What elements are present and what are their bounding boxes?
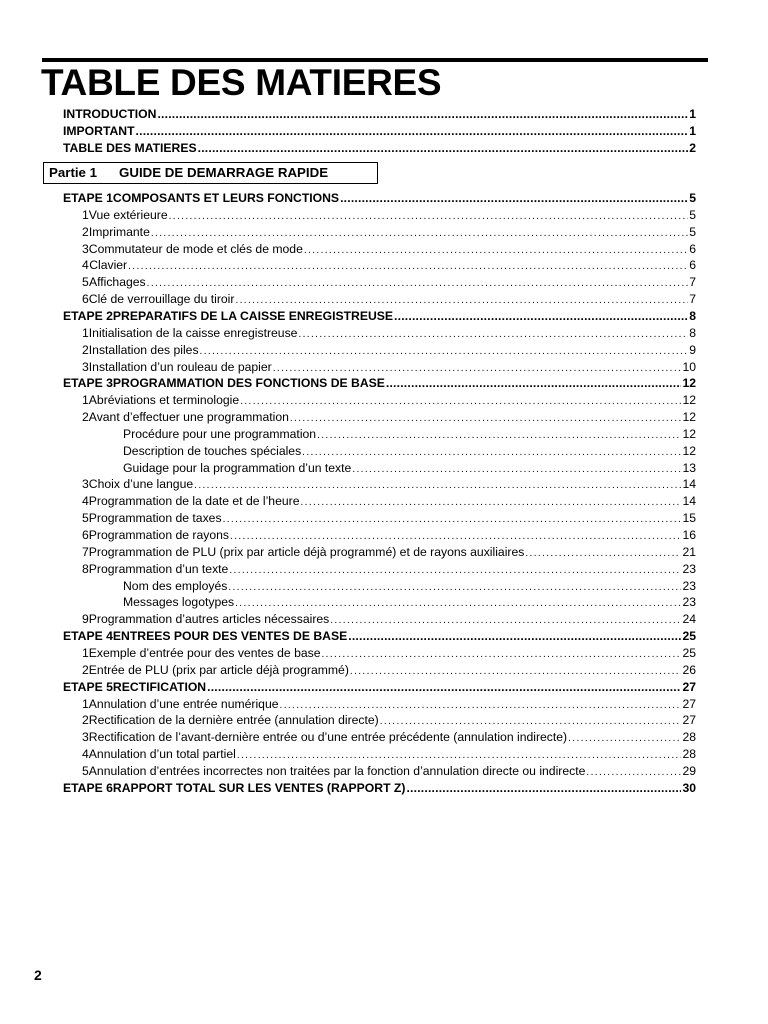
- dot-leader: [322, 645, 682, 663]
- toc-entry-title: Programmation de la date et de l’heure: [88, 494, 300, 508]
- toc-entry-title: Annulation d’un total partiel: [88, 747, 236, 761]
- partie-title: GUIDE DE DEMARRAGE RAPIDE: [119, 165, 329, 180]
- dot-leader: [298, 325, 688, 343]
- toc-entry-number: 2: [82, 663, 89, 677]
- toc-entry-title: Programmation d’autres articles nécessaires: [88, 612, 330, 626]
- toc-entry-page: 27: [682, 680, 696, 694]
- toc-entry-title: Avant d’effectuer une programmation: [88, 410, 289, 424]
- dot-leader: [317, 426, 681, 444]
- toc-entry-title: Rectification de la dernière entrée (annulation directe): [88, 713, 379, 727]
- toc-entry-number: 6: [82, 528, 89, 542]
- toc-entry-page: 23: [682, 579, 696, 593]
- toc-item-row: [82, 510, 696, 527]
- dot-leader: [406, 780, 681, 797]
- toc-entry-title: Vue extérieure: [88, 208, 168, 222]
- toc-entry-number: 3: [82, 730, 89, 744]
- toc-entry-number: 5: [82, 511, 89, 525]
- toc-entry-page: 26: [682, 663, 696, 677]
- toc-entry-title: Annulation d’entrées incorrectes non traitées par la fonction d’annulation directe ou indirecte: [88, 764, 586, 778]
- toc-entry-page: 6: [689, 242, 696, 256]
- toc-etape-row: [63, 190, 696, 207]
- toc-entry-number: 3: [82, 360, 89, 374]
- toc-entry-title: COMPOSANTS ET LEURS FONCTIONS: [112, 191, 340, 205]
- toc-entry-page: 2: [689, 141, 696, 155]
- toc-entry-number: 2: [82, 343, 89, 357]
- toc-item-row: [82, 712, 696, 729]
- toc-entry-number: 7: [82, 545, 89, 559]
- toc-entry-title: PREPARATIFS DE LA CAISSE ENREGISTREUSE: [112, 309, 394, 323]
- toc-entry-number: 1: [82, 208, 89, 222]
- toc-item-row: [82, 274, 696, 291]
- toc-subitem-row: [123, 594, 696, 611]
- toc-entry-page: 1: [689, 124, 696, 138]
- toc-entry-number: 2: [82, 713, 89, 727]
- toc-entry-title: Choix d’une langue: [88, 477, 194, 491]
- toc-entry-page: 14: [682, 494, 696, 508]
- dot-leader: [230, 527, 681, 545]
- front-matter-entry: [63, 123, 696, 140]
- toc-entry-page: 12: [682, 444, 696, 458]
- toc-item-row: [82, 493, 696, 510]
- toc-entry-page: 8: [689, 326, 696, 340]
- dot-leader: [302, 443, 681, 461]
- toc-entry-title: Programmation d’un texte: [88, 562, 229, 576]
- dot-leader: [151, 224, 688, 242]
- toc-entry-number: 4: [82, 494, 89, 508]
- toc-entry-number: 1: [82, 646, 89, 660]
- toc-entry-page: 29: [682, 764, 696, 778]
- toc-entry-title: TABLE DES MATIERES: [63, 141, 197, 155]
- dot-leader: [147, 274, 689, 292]
- dot-leader: [237, 746, 682, 764]
- toc-item-row: [82, 359, 696, 376]
- dot-leader: [169, 207, 689, 225]
- toc-entry-page: 21: [682, 545, 696, 559]
- dot-leader: [128, 257, 688, 275]
- toc-etape-row: [63, 628, 696, 645]
- toc-item-row: [82, 561, 696, 578]
- toc-item-row: [82, 342, 696, 359]
- toc-item-row: [82, 325, 696, 342]
- dot-leader: [525, 544, 681, 562]
- toc-entry-page: 6: [689, 258, 696, 272]
- dot-leader: [200, 342, 689, 360]
- toc-item-row: [82, 662, 696, 679]
- toc-entry-number: 8: [82, 562, 89, 576]
- toc-entry-number: 2: [82, 225, 89, 239]
- toc-entry-number: ETAPE 1: [63, 191, 113, 205]
- toc-item-row: [82, 746, 696, 763]
- toc-entry-title: Initialisation de la caisse enregistreuse: [88, 326, 298, 340]
- dot-leader: [586, 763, 681, 781]
- dot-leader: [223, 510, 682, 528]
- toc-entry-page: 28: [682, 747, 696, 761]
- dot-leader: [330, 611, 681, 629]
- toc-entry-page: 8: [689, 309, 696, 323]
- toc-item-row: [82, 611, 696, 628]
- toc-subitem-row: [123, 460, 696, 477]
- toc-entry-page: 1: [689, 107, 696, 121]
- toc-entry-title: Guidage pour la programmation d’un texte: [123, 461, 352, 475]
- dot-leader: [235, 291, 688, 309]
- toc-item-row: [82, 763, 696, 780]
- toc-entry-page: 25: [682, 646, 696, 660]
- dot-leader: [229, 561, 681, 579]
- toc-etape-row: [63, 308, 696, 325]
- toc-item-row: [82, 476, 696, 493]
- toc-entry-page: 12: [682, 393, 696, 407]
- toc-entry-number: 3: [82, 477, 89, 491]
- dot-leader: [300, 493, 681, 511]
- dot-leader: [198, 140, 689, 157]
- dot-leader: [386, 375, 682, 392]
- toc-entry-page: 15: [682, 511, 696, 525]
- toc-entry-page: 5: [689, 191, 696, 205]
- toc-item-row: [82, 729, 696, 746]
- dot-leader: [348, 628, 681, 645]
- front-matter-entry: [63, 140, 696, 157]
- toc-entry-page: 23: [682, 562, 696, 576]
- toc-entry-number: 5: [82, 764, 89, 778]
- toc-item-row: [82, 409, 696, 426]
- toc-entry-title: Programmation de PLU (prix par article déjà programmé) et de rayons auxiliaires: [88, 545, 525, 559]
- toc-entry-title: INTRODUCTION: [63, 107, 157, 121]
- toc-entry-title: Nom des employés: [123, 579, 228, 593]
- toc-entry-number: 4: [82, 258, 89, 272]
- toc-entry-title: Clavier: [89, 258, 128, 272]
- toc-entry-page: 24: [682, 612, 696, 626]
- toc-etape-row: [63, 780, 696, 797]
- dot-leader: [194, 476, 681, 494]
- dot-leader: [157, 106, 688, 123]
- toc-item-row: [82, 392, 696, 409]
- toc-entry-number: 3: [82, 242, 89, 256]
- toc-entry-number: 6: [82, 292, 89, 306]
- toc-entry-title: Abréviations et terminologie: [88, 393, 240, 407]
- page-number: 2: [34, 967, 42, 983]
- toc-entry-page: 23: [682, 595, 696, 609]
- dot-leader: [350, 662, 682, 680]
- toc-entry-title: Commutateur de mode et clés de mode: [88, 242, 303, 256]
- toc-item-row: [82, 257, 696, 274]
- toc-entry-page: 10: [682, 360, 696, 374]
- toc-entry-number: 2: [82, 410, 89, 424]
- toc-item-row: [82, 291, 696, 308]
- dot-leader: [340, 190, 688, 207]
- dot-leader: [568, 729, 681, 747]
- toc-entry-title: RAPPORT TOTAL SUR LES VENTES (RAPPORT Z): [112, 781, 406, 795]
- toc-entry-page: 27: [682, 713, 696, 727]
- toc-item-row: [82, 645, 696, 662]
- toc-entry-page: 7: [689, 275, 696, 289]
- toc-entry-title: Affichages: [88, 275, 146, 289]
- toc-entry-title: Procédure pour une programmation: [123, 427, 317, 441]
- toc-entry-page: 27: [682, 697, 696, 711]
- toc-item-row: [82, 207, 696, 224]
- toc-entry-title: Installation d’un rouleau de papier: [88, 360, 272, 374]
- toc-entry-title: Entrée de PLU (prix par article déjà programmé): [88, 663, 349, 677]
- front-matter-entry: [63, 106, 696, 123]
- dot-leader: [136, 123, 689, 140]
- toc-item-row: [82, 696, 696, 713]
- toc-entry-page: 5: [689, 225, 696, 239]
- toc-entry-page: 12: [682, 376, 696, 390]
- toc-subitem-row: [123, 578, 696, 595]
- toc-entry-title: Programmation de rayons: [88, 528, 230, 542]
- toc-entry-title: RECTIFICATION: [112, 680, 207, 694]
- toc-entry-page: 5: [689, 208, 696, 222]
- toc-entry-title: PROGRAMMATION DES FONCTIONS DE BASE: [112, 376, 385, 390]
- dot-leader: [235, 594, 681, 612]
- toc-entry-title: Rectification de l’avant-dernière entrée ou d’une entrée précédente (annulation indirecte): [88, 730, 568, 744]
- toc-entry-number: ETAPE 4: [63, 629, 113, 643]
- toc-entry-title: Imprimante: [88, 225, 150, 239]
- toc-entry-number: 1: [82, 393, 89, 407]
- toc-item-row: [82, 544, 696, 561]
- toc-entry-number: 9: [82, 612, 89, 626]
- dot-leader: [207, 679, 681, 696]
- toc-entry-title: Installation des piles: [88, 343, 199, 357]
- toc-entry-title: Programmation de taxes: [88, 511, 222, 525]
- toc-entry-title: Annulation d’une entrée numérique: [88, 697, 279, 711]
- toc-entry-number: ETAPE 5: [63, 680, 113, 694]
- toc-entry-page: 14: [682, 477, 696, 491]
- dot-leader: [240, 392, 681, 410]
- toc-item-row: [82, 527, 696, 544]
- toc-entry-title: Messages logotypes: [123, 595, 235, 609]
- partie-box: [43, 162, 378, 184]
- toc-entry-title: Exemple d’entrée pour des ventes de base: [88, 646, 321, 660]
- toc-etape-row: [63, 679, 696, 696]
- dot-leader: [290, 409, 682, 427]
- toc-entry-page: 25: [682, 629, 696, 643]
- toc-entry-number: 5: [82, 275, 89, 289]
- toc-subitem-row: [123, 443, 696, 460]
- toc-entry-page: 12: [682, 427, 696, 441]
- toc-entry-page: 9: [689, 343, 696, 357]
- toc-entry-title: Clé de verrouillage du tiroir: [88, 292, 235, 306]
- dot-leader: [380, 712, 682, 730]
- toc-entry-page: 13: [682, 461, 696, 475]
- toc-entry-page: 16: [682, 528, 696, 542]
- toc-entry-page: 7: [689, 292, 696, 306]
- toc-entry-number: ETAPE 3: [63, 376, 113, 390]
- toc-entry-number: 1: [82, 697, 89, 711]
- page-title: TABLE DES MATIERES: [41, 62, 442, 103]
- toc-entry-number: 4: [82, 747, 89, 761]
- toc-entry-number: ETAPE 2: [63, 309, 113, 323]
- toc-entry-title: Description de touches spéciales: [123, 444, 302, 458]
- toc-item-row: [82, 241, 696, 258]
- partie-label: Partie 1: [49, 165, 98, 180]
- toc-subitem-row: [123, 426, 696, 443]
- toc-entry-page: 28: [682, 730, 696, 744]
- toc-etape-row: [63, 375, 696, 392]
- toc-entry-title: ENTREES POUR DES VENTES DE BASE: [112, 629, 348, 643]
- toc-entry-page: 30: [682, 781, 696, 795]
- toc-entry-number: ETAPE 6: [63, 781, 113, 795]
- toc-item-row: [82, 224, 696, 241]
- dot-leader: [394, 308, 688, 325]
- toc-entry-title: IMPORTANT: [63, 124, 135, 138]
- toc-entry-number: 1: [82, 326, 89, 340]
- toc-entry-page: 12: [682, 410, 696, 424]
